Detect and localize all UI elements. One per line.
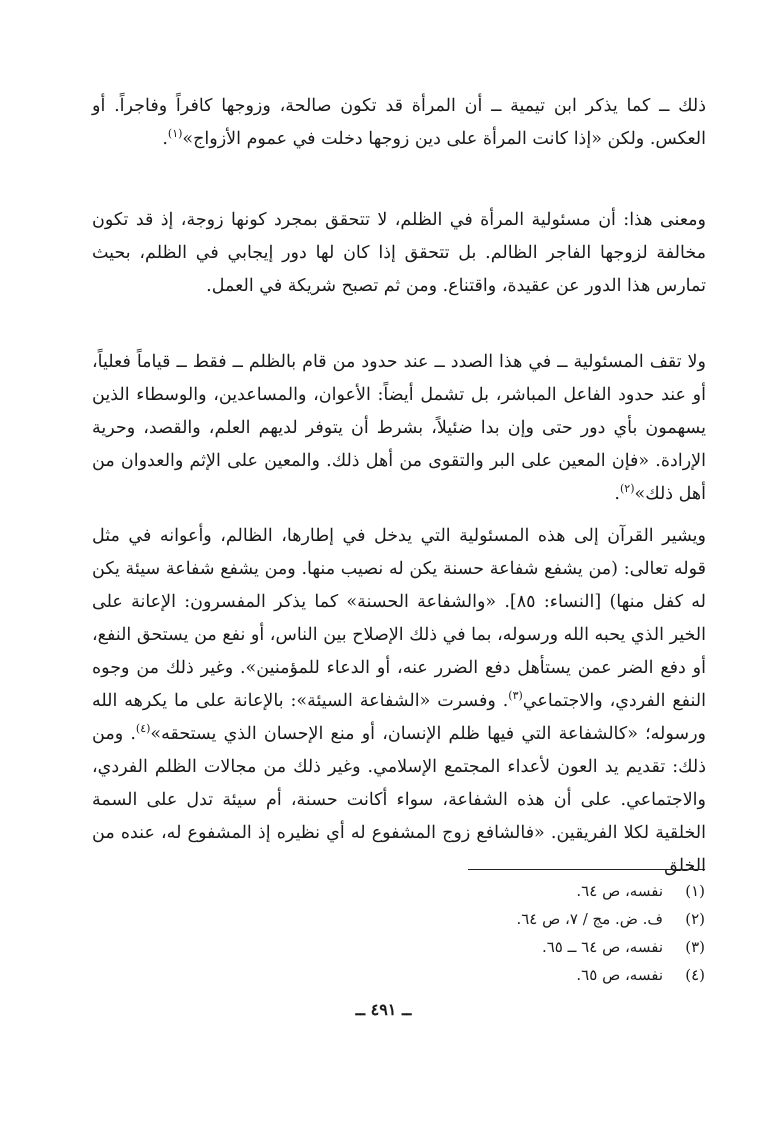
paragraph-2 [92,204,706,303]
footnote-ref-3: (٣) [508,689,523,703]
paragraph-3-text: ولا تقف المسئولية ــ في هذا الصدد ــ عند حدود من قام بالظلم ــ فقط ــ قياماً فعلياً، أو عند حدود الفاعل المباشر، بل تشمل أيضاً: الأعوان، والمساعدين، والوسطاء الذين يسهمون بأي دور حتى وإن بدا ضئيلاً، بشرط أن يتوفر لديهم العلم، والقصد، وحرية الإرادة. «فإن المعين على البر والتقوى من أهل ذلك. والمعين على الإثم والعدوان من أهل ذلك» [92,352,706,504]
paragraph-4 [92,520,706,883]
footnote-3 [300,933,705,961]
footnote-divider [468,869,705,870]
paragraph-2-text: ومعنى هذا: أن مسئولية المرأة في الظلم، لا تتحقق بمجرد كونها زوجة، إذ قد تكون مخالفة لزوجها الفاجر الظالم. بل تتحقق إذا كان لها دور إيجابي في الظلم، بحيث تمارس هذا الدور عن عقيدة، واقتناع. ومن ثم تصبح شريكة في العمل. [92,210,706,296]
footnote-3-number: (٣) [685,938,705,956]
paragraph-4-middle: . وفسرت «الشفاعة السيئة»: بالإعانة على ما يكرهه الله ورسوله؛ «كالشفاعة التي فيها ظلم الإنسان، أو منع الإحسان الذي يستحقه» [92,691,706,744]
footnote-1 [300,877,705,905]
footnote-4-number: (٤) [685,966,705,984]
footnote-ref-4: (٤) [135,722,151,736]
footnote-ref-1: (١) [167,127,183,141]
footnote-1-number: (١) [685,882,705,900]
paragraph-4-text: ويشير القرآن إلى هذه المسئولية التي يدخل في إطارها، الظالم، وأعوانه في مثل قوله تعالى: (من يشفع شفاعة حسنة يكن له نصيب منها. ومن يشفع شفاعة سيئة يكن له كفل منها) [النساء: ٨٥]. «والشفاعة الحسنة» كما يذكر المفسرون: الإعانة على الخير الذي يحبه الله ورسوله، بما في ذلك الإصلاح بين الناس، أو نفع من يستحق النفع، أو دفع الضر عمن يستأهل دفع الضرر عنه، أو الدعاء للمؤمنين». وغير ذلك من وجوه النفع الفردي، والاجتماعي [92,526,706,711]
footnote-4 [300,961,705,989]
footnote-2-text: ف. ض. مج / ٧، ص ٦٤. [516,910,663,928]
paragraph-1-end: . [162,129,168,149]
footnote-1-text: نفسه، ص ٦٤. [576,882,663,900]
paragraph-3-end: . [614,484,620,504]
footnote-2 [300,905,705,933]
footnote-4-text: نفسه، ص ٦٥. [576,966,663,984]
paragraph-3 [92,346,706,511]
footnote-ref-2: (٢) [619,482,635,496]
footnotes [300,877,705,989]
paragraph-1 [92,90,706,156]
paragraph-4-end: . ومن ذلك: تقديم يد العون لأعداء المجتمع الإسلامي. وغير ذلك من مجالات الظلم الفردي، والاجتماعي. على أن هذه الشفاعة، سواء أكانت حسنة، أم سيئة تدل على السمة الخلقية لكلا الفريقين. «فالشافع زوج المشفوع له أي نظيره إذ المشفوع له، عنده من الخلق [92,724,706,876]
footnote-2-number: (٢) [685,910,705,928]
footnote-3-text: نفسه، ص ٦٤ ــ ٦٥. [541,938,663,956]
page-number: ــ ٤٩١ ــ [355,1000,412,1019]
paragraph-1-text: ذلك ــ كما يذكر ابن تيمية ــ أن المرأة قد تكون صالحة، وزوجها كافراً وفاجراً. أو العكس. ولكن «إذا كانت المرأة على دين زوجها دخلت في عموم الأزواج» [92,96,706,149]
